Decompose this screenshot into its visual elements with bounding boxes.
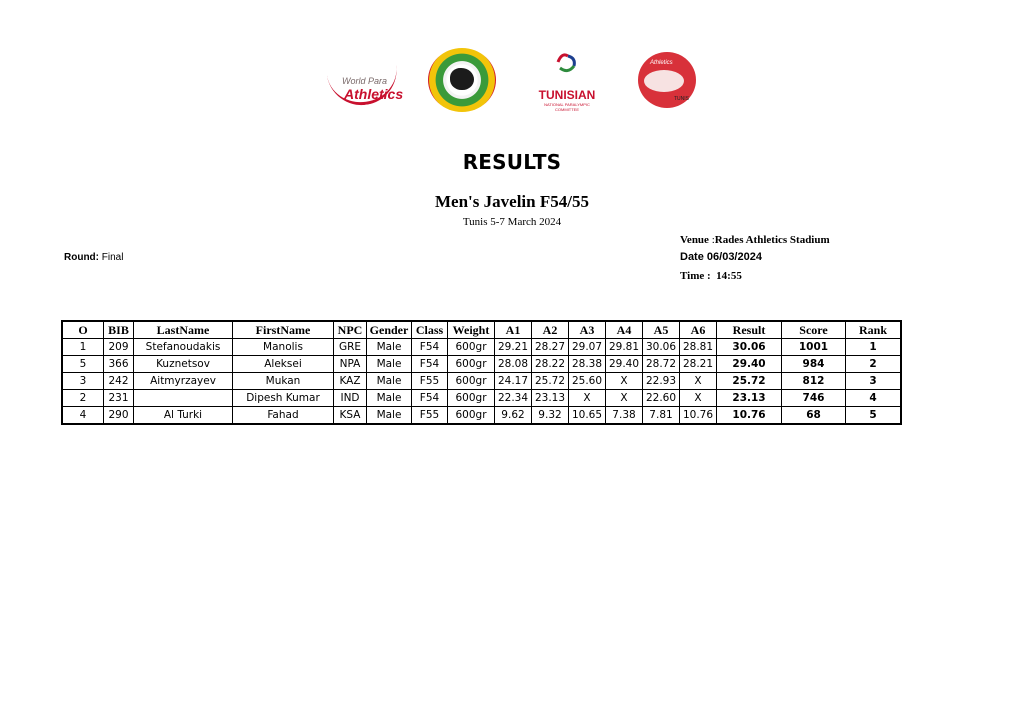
cell-a5: 7.81 <box>643 407 680 425</box>
table-row <box>62 407 901 425</box>
cell-a5: 22.93 <box>643 373 680 390</box>
cell-rank: 5 <box>846 407 902 425</box>
agitos-icon <box>554 50 580 76</box>
column-header: NPC <box>334 321 367 339</box>
logo-text: NATIONAL PARALYMPIC COMMITTEE <box>544 102 590 112</box>
table-row <box>62 356 901 373</box>
cell-weight: 600gr <box>448 339 495 356</box>
cell-a6: 10.76 <box>680 407 717 425</box>
logo-text: TUNISIAN <box>538 88 596 102</box>
cell-o: 4 <box>62 407 104 425</box>
cell-a5: 30.06 <box>643 339 680 356</box>
cell-class: F55 <box>412 373 448 390</box>
cell-lastname: Aitmyrzayev <box>134 373 233 390</box>
cell-result: 29.40 <box>717 356 782 373</box>
cell-weight: 600gr <box>448 407 495 425</box>
column-header: Weight <box>448 321 495 339</box>
cell-a1: 29.21 <box>495 339 532 356</box>
table-row <box>62 390 901 407</box>
round-value: Final <box>101 252 124 263</box>
cell-a3: X <box>569 390 606 407</box>
cell-result: 10.76 <box>717 407 782 425</box>
venue-info: Venue :Rades Athletics Stadium <box>680 234 830 246</box>
column-header: Score <box>782 321 846 339</box>
cell-gender: Male <box>367 339 412 356</box>
time-label: Time : <box>680 270 711 282</box>
cell-a4: 29.81 <box>606 339 643 356</box>
date-label: Date <box>680 251 704 263</box>
column-header: Rank <box>846 321 902 339</box>
cell-bib: 209 <box>104 339 134 356</box>
cell-firstname: Aleksei <box>233 356 334 373</box>
column-header: Gender <box>367 321 412 339</box>
emblem-icon <box>450 68 474 90</box>
date-info <box>680 251 762 263</box>
cell-npc: NPA <box>334 356 367 373</box>
cell-weight: 600gr <box>448 390 495 407</box>
table-row <box>62 339 901 356</box>
cell-a6: 28.21 <box>680 356 717 373</box>
cell-bib: 231 <box>104 390 134 407</box>
event-logo <box>636 50 700 112</box>
cell-a3: 25.60 <box>569 373 606 390</box>
cell-result: 30.06 <box>717 339 782 356</box>
cell-firstname: Mukan <box>233 373 334 390</box>
tunisian-paralympic-logo <box>532 48 602 112</box>
cell-o: 1 <box>62 339 104 356</box>
cell-a6: X <box>680 373 717 390</box>
cell-lastname: Al Turki <box>134 407 233 425</box>
column-header: A3 <box>569 321 606 339</box>
cell-result: 23.13 <box>717 390 782 407</box>
cell-a5: 28.72 <box>643 356 680 373</box>
cell-a4: 7.38 <box>606 407 643 425</box>
column-header: A4 <box>606 321 643 339</box>
cell-npc: KAZ <box>334 373 367 390</box>
cell-class: F54 <box>412 390 448 407</box>
column-header: A5 <box>643 321 680 339</box>
cell-rank: 3 <box>846 373 902 390</box>
cell-npc: GRE <box>334 339 367 356</box>
results-table <box>61 320 902 425</box>
venue-value: Rades Athletics Stadium <box>714 234 830 246</box>
cell-a6: X <box>680 390 717 407</box>
time-info <box>680 270 742 282</box>
cell-npc: KSA <box>334 407 367 425</box>
cell-score: 812 <box>782 373 846 390</box>
cell-a1: 24.17 <box>495 373 532 390</box>
column-header: A2 <box>532 321 569 339</box>
cell-a3: 10.65 <box>569 407 606 425</box>
circle-emblem-logo <box>428 48 496 112</box>
cell-a1: 9.62 <box>495 407 532 425</box>
cell-a5: 22.60 <box>643 390 680 407</box>
cell-a4: X <box>606 373 643 390</box>
logo-strip <box>300 44 720 116</box>
cell-class: F54 <box>412 339 448 356</box>
cell-score: 746 <box>782 390 846 407</box>
table-row <box>62 373 901 390</box>
column-header: Class <box>412 321 448 339</box>
cell-class: F55 <box>412 407 448 425</box>
round-info <box>64 252 123 263</box>
cell-score: 1001 <box>782 339 846 356</box>
cell-score: 984 <box>782 356 846 373</box>
cell-a2: 28.27 <box>532 339 569 356</box>
cell-class: F54 <box>412 356 448 373</box>
venue-label: Venue <box>680 234 709 246</box>
column-header: BIB <box>104 321 134 339</box>
column-header: A1 <box>495 321 532 339</box>
cell-a4: 29.40 <box>606 356 643 373</box>
cell-result: 25.72 <box>717 373 782 390</box>
cell-a1: 28.08 <box>495 356 532 373</box>
logo-text: Athletics <box>344 86 404 102</box>
logo-text: TUNIS <box>674 96 689 102</box>
cell-gender: Male <box>367 356 412 373</box>
logo-text: World Para <box>342 76 388 86</box>
date-value: 06/03/2024 <box>706 251 762 263</box>
cell-npc: IND <box>334 390 367 407</box>
cell-firstname: Dipesh Kumar <box>233 390 334 407</box>
cell-lastname <box>134 390 233 407</box>
cell-a4: X <box>606 390 643 407</box>
event-name: Men's Javelin F54/55 <box>435 192 589 211</box>
column-header: A6 <box>680 321 717 339</box>
cell-firstname: Manolis <box>233 339 334 356</box>
cell-lastname: Stefanoudakis <box>134 339 233 356</box>
cell-a6: 28.81 <box>680 339 717 356</box>
cell-weight: 600gr <box>448 356 495 373</box>
cell-rank: 4 <box>846 390 902 407</box>
cell-o: 2 <box>62 390 104 407</box>
cell-rank: 2 <box>846 356 902 373</box>
cell-gender: Male <box>367 373 412 390</box>
cell-bib: 366 <box>104 356 134 373</box>
cell-a2: 28.22 <box>532 356 569 373</box>
round-label: Round: <box>64 252 99 263</box>
cell-score: 68 <box>782 407 846 425</box>
cell-rank: 1 <box>846 339 902 356</box>
cell-a1: 22.34 <box>495 390 532 407</box>
cell-o: 3 <box>62 373 104 390</box>
cell-bib: 290 <box>104 407 134 425</box>
page-title: RESULTS <box>462 150 562 174</box>
cell-weight: 600gr <box>448 373 495 390</box>
cell-a2: 9.32 <box>532 407 569 425</box>
cell-a2: 25.72 <box>532 373 569 390</box>
cell-o: 5 <box>62 356 104 373</box>
cell-gender: Male <box>367 407 412 425</box>
cell-a3: 29.07 <box>569 339 606 356</box>
cell-gender: Male <box>367 390 412 407</box>
cell-a3: 28.38 <box>569 356 606 373</box>
time-value: 14:55 <box>716 270 742 282</box>
column-header: LastName <box>134 321 233 339</box>
cell-lastname: Kuznetsov <box>134 356 233 373</box>
world-para-athletics-logo <box>308 50 413 110</box>
event-dates: Tunis 5-7 March 2024 <box>462 216 562 228</box>
cell-bib: 242 <box>104 373 134 390</box>
column-header: FirstName <box>233 321 334 339</box>
column-header: O <box>62 321 104 339</box>
cell-firstname: Fahad <box>233 407 334 425</box>
logo-text: Athletics <box>650 60 673 66</box>
column-header: Result <box>717 321 782 339</box>
cell-a2: 23.13 <box>532 390 569 407</box>
wheelchair-icon <box>644 70 684 92</box>
table-header-row <box>62 321 901 339</box>
